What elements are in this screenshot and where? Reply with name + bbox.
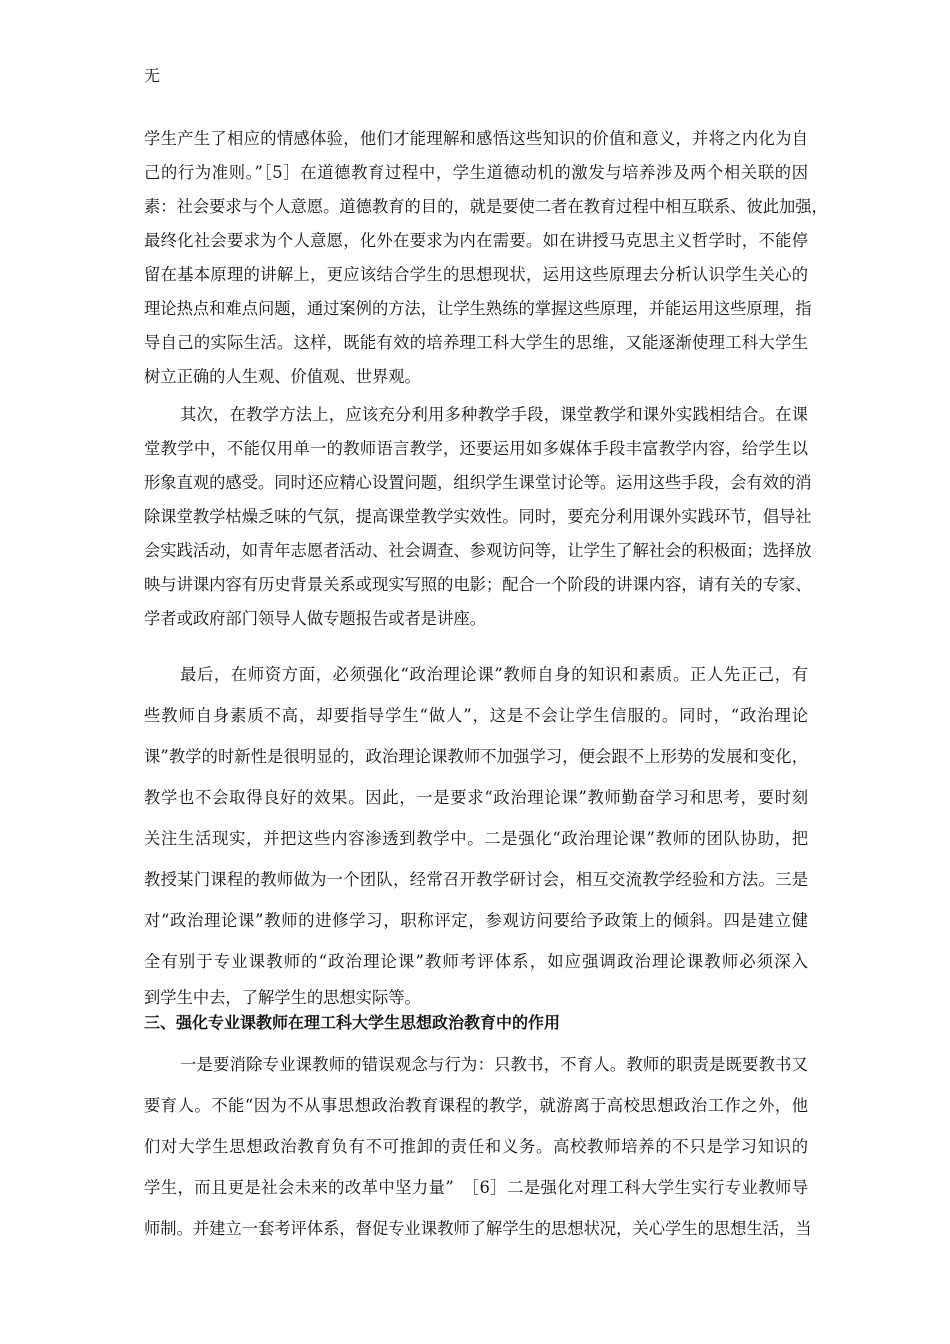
paragraph-line: 师制。并建立一套考评体系，督促专业课教师了解学生的思想状况，关心学生的思想生活，当 xyxy=(144,1219,812,1238)
paragraph-line: 学者或政府部门领导人做专题报告或者是讲座。 xyxy=(144,609,486,628)
paragraph-line: 些教师自身素质不高，却要指导学生“做人”，这是不会让学生信服的。同时，“政治理论 xyxy=(144,706,808,725)
paragraph-line: 学生，而且更是社会未来的改革中坚力量” ［6］二是强化对理工科大学生实行专业教师导 xyxy=(144,1178,808,1197)
page-header-mark: 无 xyxy=(144,66,161,85)
paragraph-line: 要育人。不能“因为不从事思想政治教育课程的教学，就游离于高校思想政治工作之外，他 xyxy=(144,1096,808,1115)
paragraph-line: 会实践活动，如青年志愿者活动、社会调查、参观访问等，让学生了解社会的积极面；选择放 xyxy=(144,541,812,560)
paragraph-line: 树立正确的人生观、价值观、世界观。 xyxy=(144,367,421,386)
paragraph-line: 除课堂教学枯燥乏味的气氛，提高课堂教学实效性。同时，要充分利用课外实践环节，倡导社 xyxy=(144,507,812,526)
paragraph-line: 一是要消除专业课教师的错误观念与行为：只教书，不育人。教师的职责是既要教书又 xyxy=(180,1055,808,1074)
paragraph-line: 关注生活现实，并把这些内容渗透到教学中。二是强化“政治理论课”教师的团队协助，把 xyxy=(144,829,808,848)
paragraph-line: 课”教学的时新性是很明显的，政治理论课教师不加强学习，便会跟不上形势的发展和变化， xyxy=(144,747,808,766)
paragraph-line: 最后，在师资方面，必须强化“政治理论课”教师自身的知识和素质。正人先正己，有 xyxy=(180,665,808,684)
paragraph-line: 素：社会要求与个人意愿。道德教育的目的，就是要使二者在教育过程中相互联系、彼此加强， xyxy=(144,197,828,216)
paragraph-line: 学生产生了相应的情感体验，他们才能理解和感悟这些知识的价值和意义，并将之内化为自 xyxy=(144,129,808,148)
paragraph-line: 堂教学中，不能仅用单一的教师语言教学，还要运用如多媒体手段丰富教学内容，给学生以 xyxy=(144,439,808,458)
paragraph-line: 形象直观的感受。同时还应精心设置问题，组织学生课堂讨论等。运用这些手段，会有效的消 xyxy=(144,473,812,492)
paragraph-line: 们对大学生思想政治教育负有不可推卸的责任和义务。高校教师培养的不只是学习知识的 xyxy=(144,1137,808,1156)
paragraph-line: 教学也不会取得良好的效果。因此，一是要求“政治理论课”教师勤奋学习和思考，要时刻 xyxy=(144,788,808,807)
paragraph-line: 映与讲课内容有历史背景关系或现实写照的电影；配合一个阶段的讲课内容，请有关的专家、 xyxy=(144,575,812,594)
paragraph-line: 到学生中去，了解学生的思想实际等。 xyxy=(144,988,421,1007)
paragraph-line: 导自己的实际生活。这样，既能有效的培养理工科大学生的思维，又能逐渐使理工科大学生 xyxy=(144,333,808,352)
paragraph-line: 最终化社会要求为个人意愿，化外在要求为内在需要。如在讲授马克思主义哲学时，不能停 xyxy=(144,231,808,250)
paragraph-line: 全有别于专业课教师的“政治理论课”教师考评体系，如应强调政治理论课教师必须深入 xyxy=(144,952,808,971)
paragraph-line: 教授某门课程的教师做为一个团队，经常召开教学研讨会，相互交流教学经验和方法。三是 xyxy=(144,870,808,889)
paragraph-line: 留在基本原理的讲解上，更应该结合学生的思想现状，运用这些原理去分析认识学生关心的 xyxy=(144,265,808,284)
paragraph-line: 其次，在教学方法上，应该充分利用多种教学手段，课堂教学和课外实践相结合。在课 xyxy=(180,405,808,424)
paragraph-line: 己的行为准则。”［5］在道德教育过程中，学生道德动机的激发与培养涉及两个相关联的因 xyxy=(144,163,808,182)
paragraph-line: 理论热点和难点问题，通过案例的方法，让学生熟练的掌握这些原理，并能运用这些原理，指 xyxy=(144,299,812,318)
paragraph-line: 对“政治理论课”教师的进修学习，职称评定，参观访问要给予政策上的倾斜。四是建立健 xyxy=(144,911,808,930)
section-heading: 三、强化专业课教师在理工科大学生思想政治教育中的作用 xyxy=(144,1013,561,1032)
